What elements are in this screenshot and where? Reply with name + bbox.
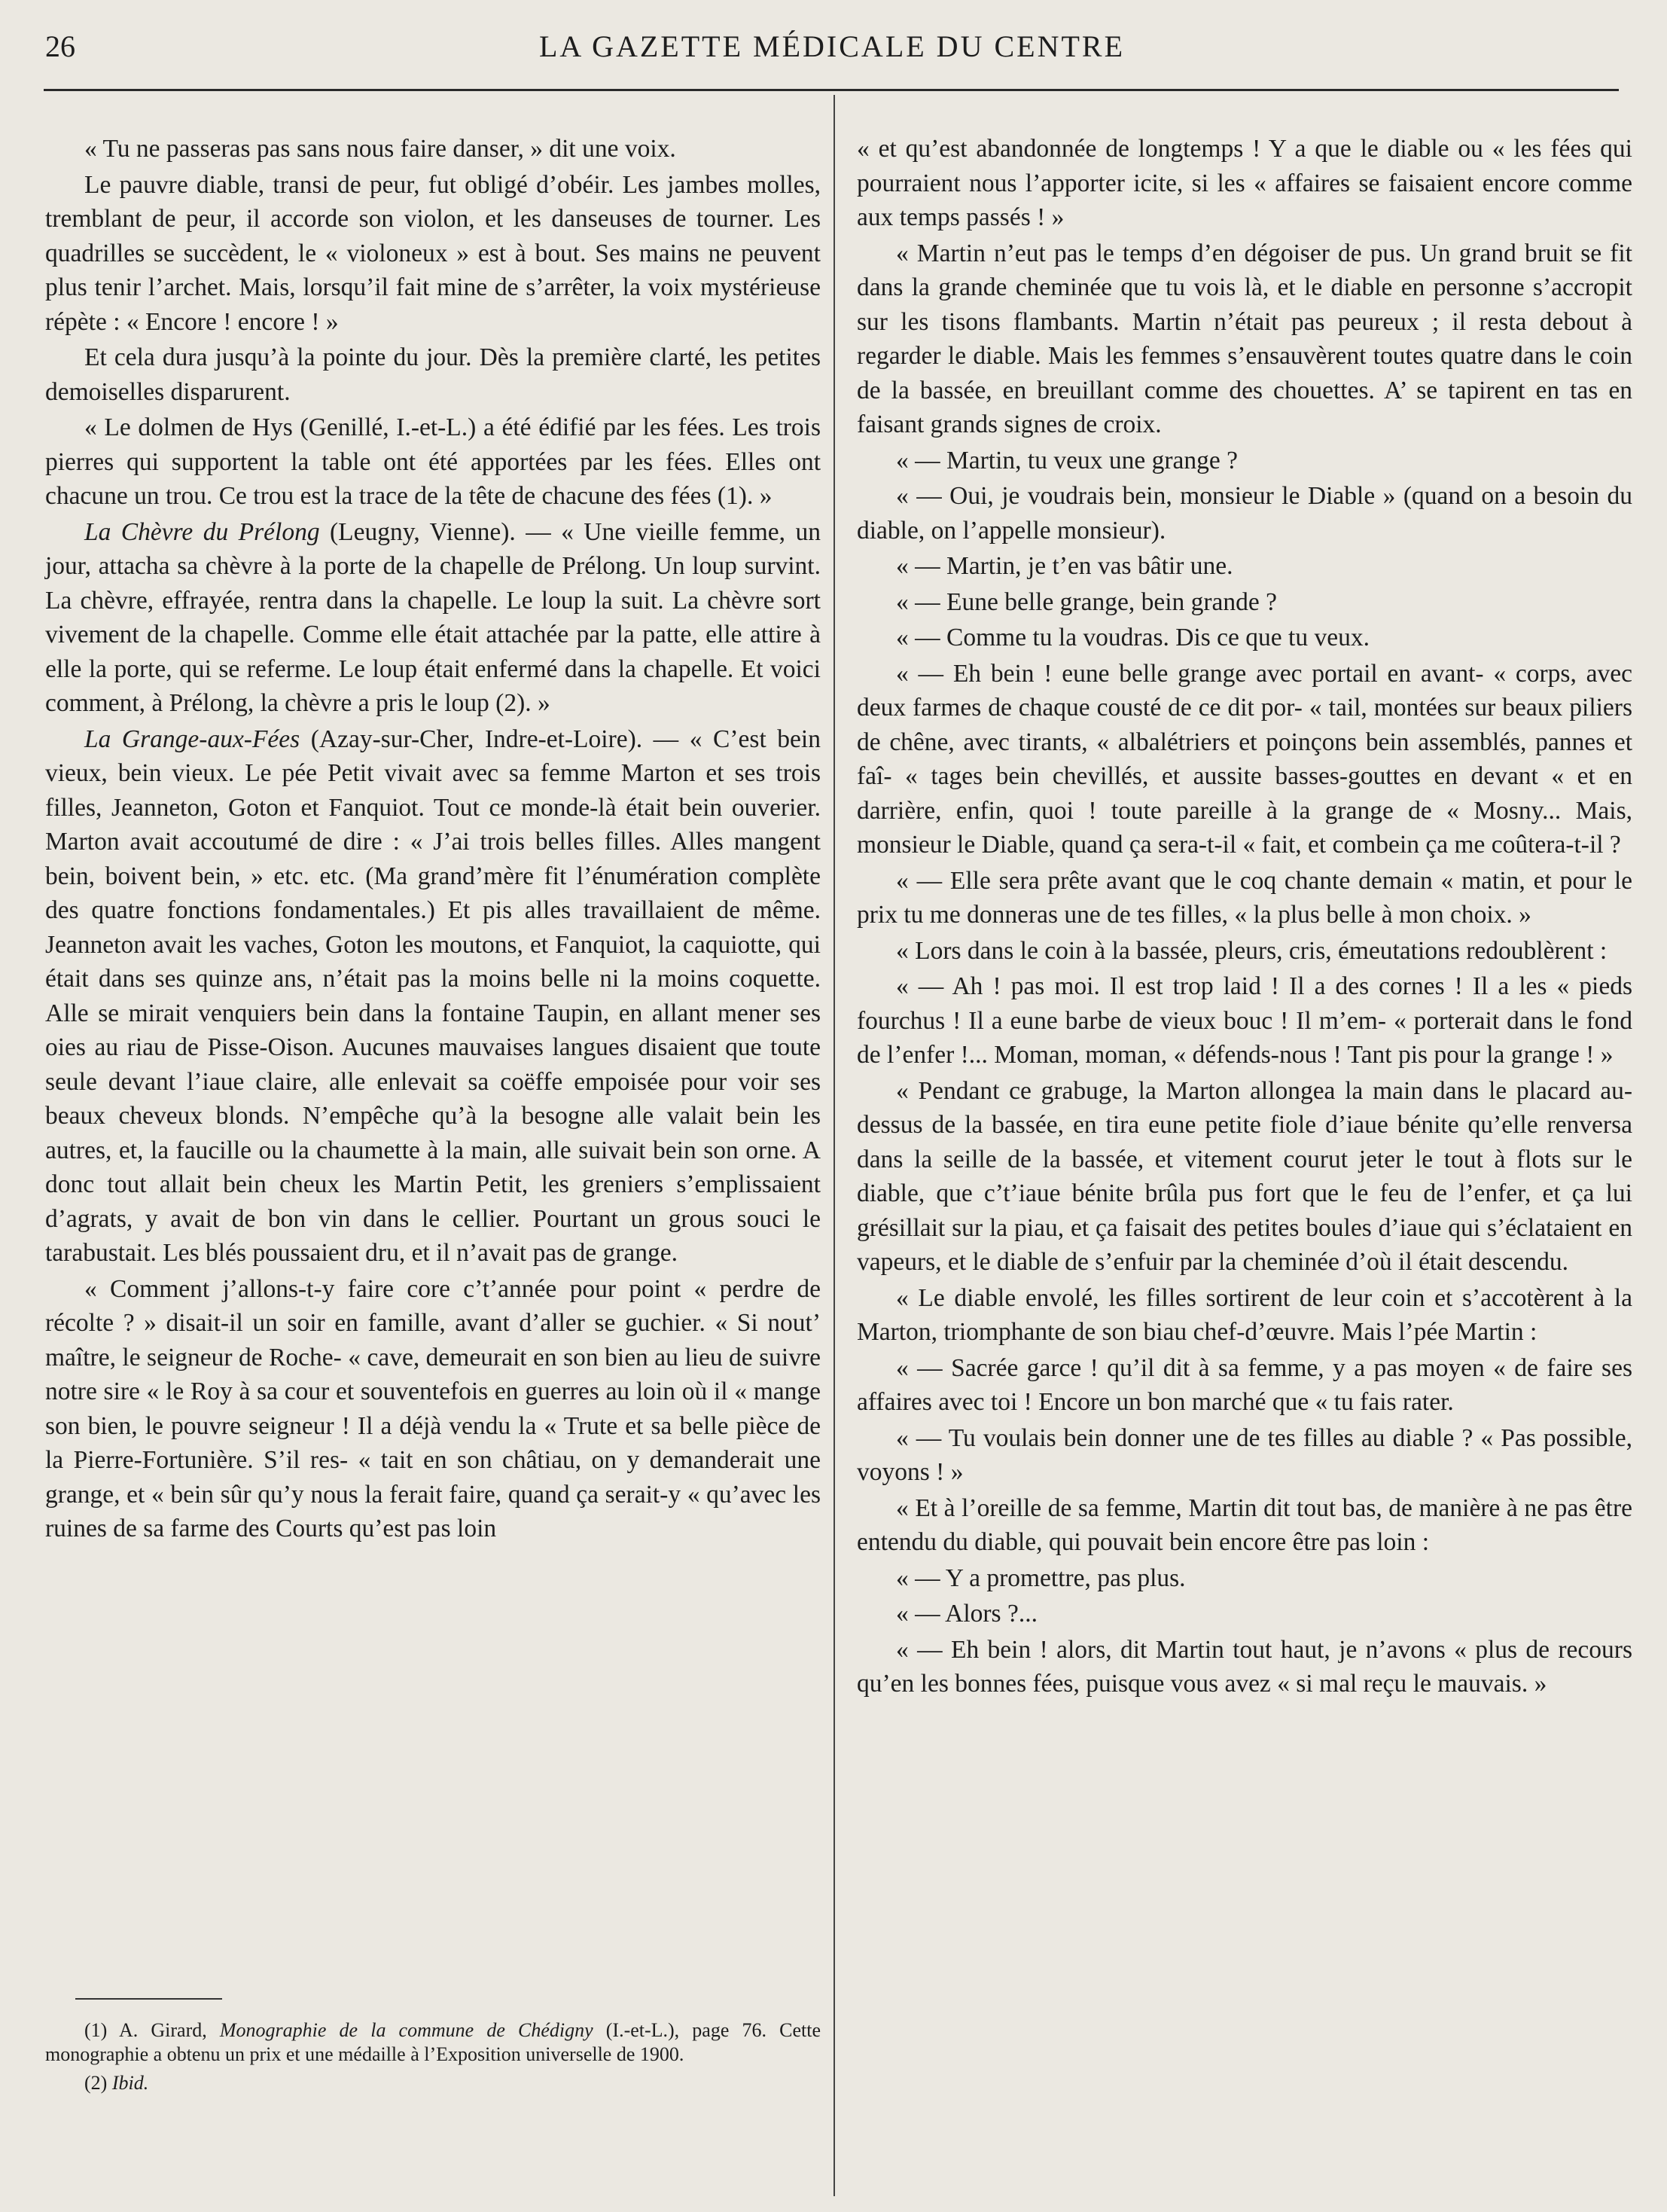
paragraph — [857, 1421, 1632, 1490]
paragraph-text: « — Eune belle grange, bein grande ? — [896, 587, 1278, 616]
paragraph-text: « Comment j’allons-t-y faire core c’t’année pour point « perdre de récolte ? » disait-il un soir en famille, avant d’aller se guchier. « Si nout’ maître, le seigneur de Roche- « cave, demeurait en son bien au lieu de suivre notre sire « le Roy à sa cour et souventefois en guerres au loin où il « mange son bien, le pouvre seigneur ! Il a déjà vendu la « Trute et sa belle pièce de la Pierre-Fortunière. S’il res- « tait en son châtiau, on y demanderait une grange, et « bein sûr qu’y nous la ferait faire, quand ça serait-y « qu’avec les ruines de sa farme des Courts qu’est pas loin — [45, 1274, 821, 1542]
paragraph — [857, 444, 1632, 478]
paragraph-text: « — Comme tu la voudras. Dis ce que tu veux. — [896, 624, 1370, 651]
paragraph — [857, 585, 1632, 620]
footnote — [45, 2018, 821, 2067]
paragraph-text: Et cela dura jusqu’à la pointe du jour. Dès la première clarté, les petites demoiselles disparurent. — [45, 343, 821, 406]
paragraph-text: « — Tu voulais bein donner une de tes filles au diable ? « Pas possible, voyons ! » — [857, 1423, 1632, 1486]
paragraph — [857, 236, 1632, 442]
footnote-mark: (2) — [84, 2072, 108, 2094]
paragraph-text: « Le dolmen de Hys (Genillé, I.-et-L.) a été édifié par les fées. Les trois pierres qui supportent la table ont été apportées par les fées. Elles ont chacune un trou. Ce trou est la trace de la tête de chacune des fées (1). » — [45, 413, 821, 510]
paragraph-text: « — Oui, je voudrais bein, monsieur le Diable » (quand on a besoin du diable, on l’appelle monsieur). — [857, 482, 1632, 545]
paragraph — [45, 722, 821, 1271]
paragraph — [857, 1561, 1632, 1596]
paragraph — [45, 132, 821, 166]
paragraph-text: « — Y a promettre, pas plus. — [896, 1564, 1186, 1592]
paragraph — [45, 515, 821, 721]
footnote — [45, 2071, 821, 2095]
paragraph — [857, 969, 1632, 1072]
paragraph — [857, 479, 1632, 548]
paragraph — [857, 1491, 1632, 1560]
paragraph-text: « — Alors ?... — [896, 1600, 1038, 1628]
paragraph-text: « — Martin, je t’en vas bâtir une. — [896, 552, 1233, 580]
footnote-title: Monographie de la commune de Chédigny — [219, 2019, 593, 2041]
paragraph-text: (Leugny, Vienne). — « Une vieille femme, un jour, attacha sa chèvre à la porte de la chapelle de Prélong. Un loup survint. La chèvre, effrayée, rentra dans la chapelle. Le loup la suit. La chèvre sort vivement de la chapelle. Comme elle était attachée par la patte, elle attire à elle la porte, qui se referme. Le loup était enfermé dans la chapelle. Et voici comment, à Prélong, la chèvre a pris le loup (2). » — [45, 517, 821, 717]
footnotes — [45, 2018, 821, 2100]
paragraph-text: « — Eh bein ! eune belle grange avec portail en avant- « corps, avec deux farmes de chaque cousté de ce dit por- « tail, montées sur beaux piliers de chêne, avec tirants, « albalétriers et poinçons bein assemblés, pannes et faî- « tages bein chevillés, et aussite basses-gouttes en devant « et en darrière, enfin, quoi ! toute pareille à la grange de « Mosny... Mais, monsieur le Diable, quand ça sera-t-il « fait, et combein ça me coûtera-t-il ? — [857, 659, 1632, 859]
paragraph — [857, 1633, 1632, 1701]
paragraph — [45, 410, 821, 514]
paragraph-text: « Pendant ce grabuge, la Marton allongea la main dans le placard au-dessus de la bassée, en tira eune petite fiole d’iaue bénite qu’elle renversa dans la seille de la bassée, et vitement courut jeter le tout à flots sur le diable, que c’t’iaue bénite brûla pus fort que le feu de l’enfer, et ça lui grésillait sur la piau, et ça faisait des petites boules d’iaue qui s’éclataient en vapeurs, et le diable de s’enfuir par la cheminée d’où il était descendu. — [857, 1076, 1632, 1276]
left-column — [45, 132, 821, 1548]
paragraph-text: « — Ah ! pas moi. Il est trop laid ! Il a des cornes ! Il a les « pieds fourchus ! Il a eune barbe de vieux bouc ! Il m’em- « porterait dans le fond de l’enfer !... Moman, moman, « défends-nous ! Tant pis pour la grange ! » — [857, 972, 1632, 1069]
paragraph — [857, 864, 1632, 932]
page-number: 26 — [45, 29, 75, 63]
paragraph-text: « — Martin, tu veux une grange ? — [896, 446, 1238, 474]
footnote-mark: (1) A. Girard, — [84, 2019, 207, 2041]
paragraph — [45, 340, 821, 409]
paragraph-text: « Martin n’eut pas le temps d’en dégoiser de pus. Un grand bruit se fit dans la grande cheminée que tu vois là, et le diable en personne s’accropit sur les tisons flambants. Martin n’était pas peureux ; il resta debout à regarder le diable. Mais les femmes s’ensauvèrent toutes quatre dans le coin de la bassée, en breuillant comme des chouettes. A’ se tapirent en tas en faisant grands signes de croix. — [857, 239, 1632, 438]
paragraph — [857, 132, 1632, 235]
right-column — [857, 132, 1632, 1703]
page-header — [45, 29, 1619, 74]
paragraph — [857, 1597, 1632, 1631]
paragraph-text: (Azay-sur-Cher, Indre-et-Loire). — « C’est bein vieux, bein vieux. Le pée Petit vivait avec sa femme Marton et ses trois filles, Jeanneton, Goton et Fanquiot. Tout ce monde-là était bein ouverier. Marton avait accoutumé de dire : « J’ai trois belles filles. Alles mangent bein, boivent bein, » etc. etc. (Ma grand’mère fit l’énumération complète des quatre fonctions fondamentales.) Et pis alles travaillaient de même. Jeanneton avait les vaches, Goton les moutons, et Fanquiot, la caquiotte, qui était dans ses quinze ans, n’était pas la moins belle ni la moins coquette. Alle se mirait venquiers bein dans la fontaine Taupin, en allant mener ses oies au riau de Pisse-Oison. Aucunes mauvaises langues disaient que toute seule devant l’iaue claire, alle enlevait sa coëffe empoisée pour voir ses beaux cheveux blonds. N’empêche qu’à la besogne alle valait bein les autres, et, la faucille ou la chaumette à la main, alle suivait bein son orne. A donc tout allait bein cheux les Martin Petit, les greniers s’emplissaient d’agrats, y avait de bon vin dans le cellier. Pourtant un grous souci le tarabustait. Les blés poussaient dru, et il n’avait pas de grange. — [45, 725, 821, 1267]
paragraph — [857, 1351, 1632, 1420]
header-rule — [44, 89, 1619, 91]
paragraph-text: « — Eh bein ! alors, dit Martin tout haut, je n’avons « plus de recours qu’en les bonnes fées, puisque vous avez « si mal reçu le mauvais. » — [857, 1635, 1632, 1698]
story-title: La Grange-aux-Fées — [84, 725, 300, 753]
paragraph — [857, 621, 1632, 655]
story-title: La Chèvre du Prélong — [84, 517, 320, 546]
paragraph — [45, 1272, 821, 1546]
footnote-rule — [75, 1998, 222, 2000]
paragraph-text: « Lors dans le coin à la bassée, pleurs, cris, émeutations redoublèrent : — [896, 936, 1608, 965]
paragraph — [857, 934, 1632, 969]
paragraph-text: « — Elle sera prête avant que le coq chante demain « matin, et pour le prix tu me donneras une de tes filles, « la plus belle à mon choix. » — [857, 866, 1632, 929]
paragraph — [857, 1281, 1632, 1350]
paragraph — [857, 1074, 1632, 1280]
paragraph-text: « Et à l’oreille de sa femme, Martin dit tout bas, de manière à ne pas être entendu du diable, qui pouvait bein encore être pas loin : — [857, 1493, 1632, 1556]
footnote-title: Ibid. — [111, 2072, 149, 2094]
column-divider — [834, 95, 835, 2196]
paragraph-text: « — Sacrée garce ! qu’il dit à sa femme, y a pas moyen « de faire ses affaires avec toi ! Encore un bon marché que « tu fais rater. — [857, 1353, 1632, 1416]
paragraph-text: « Tu ne passeras pas sans nous faire danser, » dit une voix. — [84, 135, 676, 163]
paragraph-text: « et qu’est abandonnée de longtemps ! Y a que le diable ou « les fées qui pourraient nous l’apporter icite, si les « affaires se faisaient encore comme aux temps passés ! » — [857, 135, 1632, 231]
paragraph-text: Le pauvre diable, transi de peur, fut obligé d’obéir. Les jambes molles, tremblant de peur, il accorde son violon, et les danseuses de tourner. Les quadrilles se succèdent, le « violoneux » est à bout. Ses mains ne peuvent plus tenir l’archet. Mais, lorsqu’il fait mine de s’arrêter, la voix mystérieuse répète : « Encore ! encore ! » — [45, 170, 821, 336]
paragraph-text: « Le diable envolé, les filles sortirent de leur coin et s’accotèrent à la Marton, triomphante de son biau chef-d’œuvre. Mais l’pée Martin : — [857, 1283, 1632, 1346]
footnote-text: (I.-et-L.), page 76. Cette monographie a obtenu un prix et une médaille à l’Exposition universelle de 1900. — [45, 2019, 821, 2065]
paragraph — [857, 549, 1632, 584]
journal-title: LA GAZETTE MÉDICALE DU CENTRE — [538, 29, 1125, 63]
paragraph — [857, 657, 1632, 862]
paragraph — [45, 168, 821, 340]
